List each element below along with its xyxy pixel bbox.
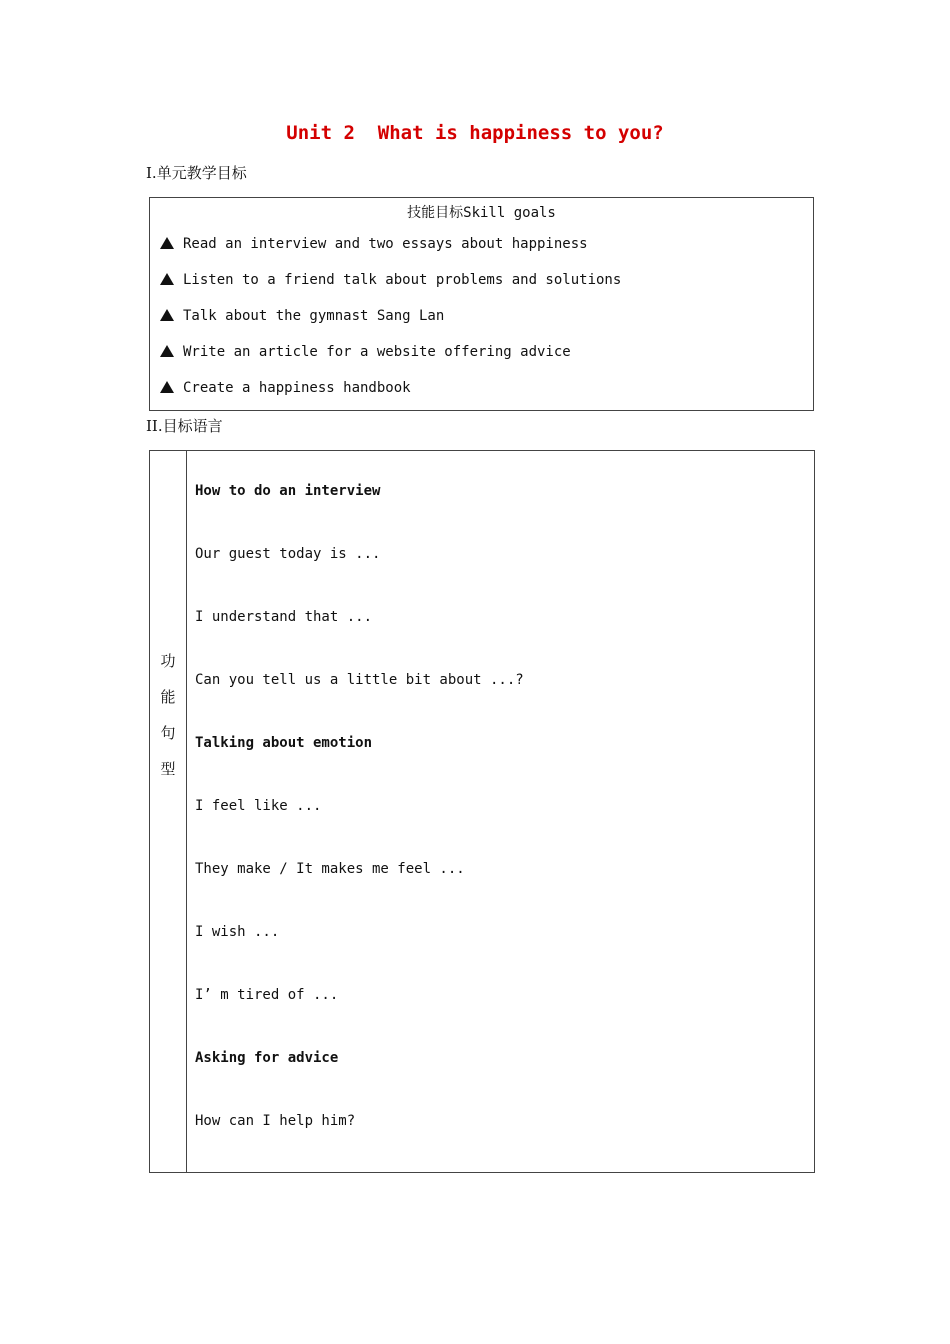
label-char: 句 (160, 724, 176, 742)
skill-goal-item (160, 272, 621, 288)
function-sentence: I understand that ... (195, 609, 373, 625)
function-sentence: Our guest today is ... (195, 546, 381, 562)
page-title: Unit 2 What is happiness to you? (286, 122, 664, 144)
function-sentences-table (149, 450, 815, 1173)
skill-goal-item (160, 344, 571, 360)
function-sentence: I’ m tired of ... (195, 987, 339, 1003)
function-heading: Talking about emotion (195, 735, 373, 751)
column-divider (186, 451, 187, 1172)
triangle-bullet-icon (160, 309, 174, 321)
skill-goal-text: Create a happiness handbook (183, 380, 411, 396)
skill-goal-text: Listen to a friend talk about problems and solutions (183, 272, 622, 288)
function-heading: Asking for advice (195, 1050, 339, 1066)
triangle-bullet-icon (160, 381, 174, 393)
label-char: 能 (160, 688, 176, 706)
skill-goal-text: Read an interview and two essays about happiness (183, 236, 588, 252)
function-sentence: I feel like ... (195, 798, 322, 814)
skill-goals-header: 技能目标Skill goals (407, 205, 556, 221)
function-sentence: I wish ... (195, 924, 280, 940)
label-char: 功 (160, 652, 176, 670)
section-heading-target-language: II.目标语言 (146, 417, 223, 435)
function-sentences-label (150, 643, 186, 787)
label-char: 型 (160, 760, 176, 778)
section-heading-teaching-goals: I.单元教学目标 (146, 164, 247, 182)
function-sentence: How can I help him? (195, 1113, 356, 1129)
triangle-bullet-icon (160, 237, 174, 249)
skill-goal-item (160, 236, 588, 252)
function-sentence: Can you tell us a little bit about ...? (195, 672, 524, 688)
function-heading: How to do an interview (195, 483, 381, 499)
skill-goal-text: Write an article for a website offering advice (183, 344, 571, 360)
triangle-bullet-icon (160, 345, 174, 357)
skill-goal-text: Talk about the gymnast Sang Lan (183, 308, 445, 324)
triangle-bullet-icon (160, 273, 174, 285)
skill-goals-table (149, 197, 814, 411)
skill-goal-item (160, 380, 411, 396)
skill-goal-item (160, 308, 444, 324)
function-sentence: They make / It makes me feel ... (195, 861, 465, 877)
